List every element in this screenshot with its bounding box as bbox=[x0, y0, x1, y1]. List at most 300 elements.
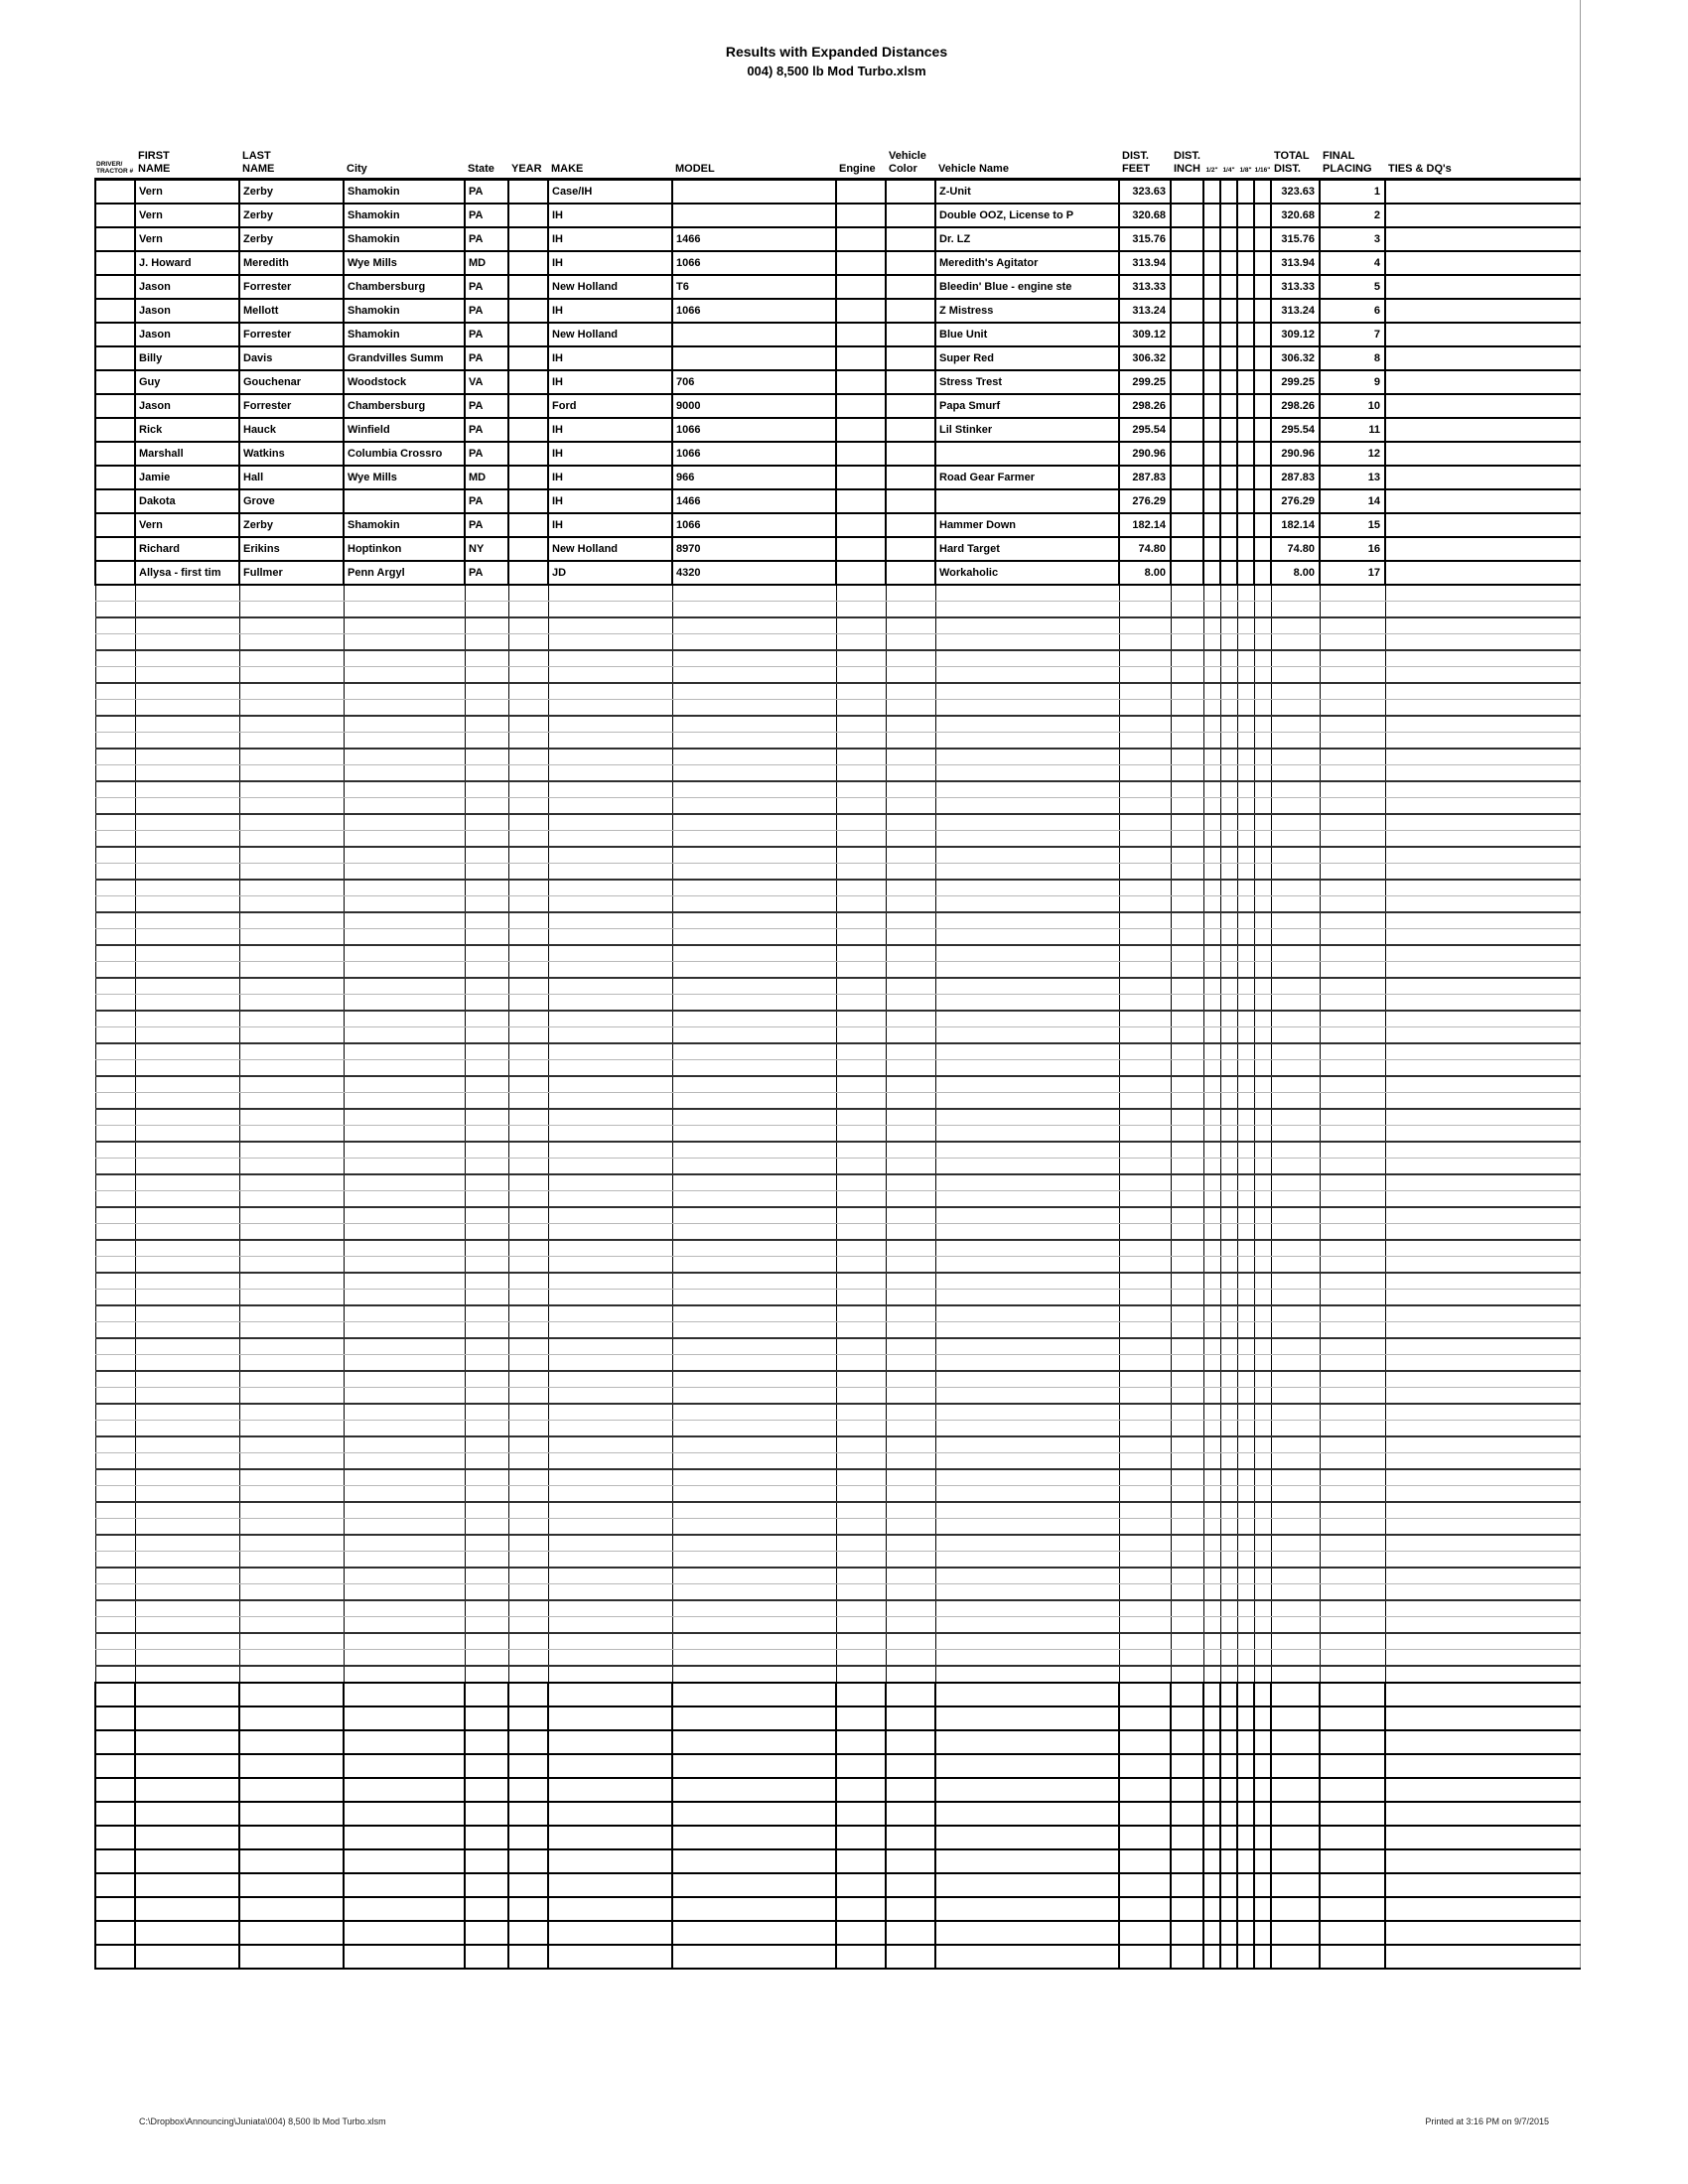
cell-placing bbox=[1320, 1076, 1385, 1093]
cell-color bbox=[886, 847, 935, 864]
cell-first bbox=[135, 683, 239, 700]
cell-placing bbox=[1320, 1421, 1385, 1437]
cell-tractor bbox=[95, 537, 135, 561]
cell-year bbox=[508, 1802, 548, 1826]
cell-make bbox=[548, 1897, 672, 1921]
cell-color bbox=[886, 323, 935, 346]
cell-f4 bbox=[1254, 683, 1271, 700]
cell-model bbox=[672, 831, 836, 848]
cell-f4 bbox=[1254, 1535, 1271, 1552]
cell-make: IH bbox=[548, 442, 672, 466]
cell-f4 bbox=[1254, 1371, 1271, 1388]
cell-ties bbox=[1385, 650, 1580, 667]
cell-vehicle bbox=[935, 716, 1119, 733]
cell-feet bbox=[1119, 1600, 1171, 1617]
cell-ties bbox=[1385, 1159, 1580, 1175]
cell-year bbox=[508, 370, 548, 394]
empty-row bbox=[95, 683, 1580, 700]
cell-vehicle bbox=[935, 1469, 1119, 1486]
cell-placing bbox=[1320, 978, 1385, 995]
cell-f4 bbox=[1254, 880, 1271, 896]
cell-first bbox=[135, 1802, 239, 1826]
cell-placing bbox=[1320, 831, 1385, 848]
cell-f1 bbox=[1203, 667, 1220, 684]
cell-model: 4320 bbox=[672, 561, 836, 585]
cell-color bbox=[886, 1224, 935, 1241]
cell-ties bbox=[1385, 513, 1580, 537]
cell-vehicle bbox=[935, 1519, 1119, 1536]
cell-f4 bbox=[1254, 442, 1271, 466]
col-header-bottom: DIST. bbox=[1274, 163, 1301, 176]
cell-color bbox=[886, 978, 935, 995]
cell-f4 bbox=[1254, 1502, 1271, 1519]
cell-f3 bbox=[1237, 1355, 1254, 1372]
cell-inch bbox=[1171, 864, 1203, 881]
cell-last bbox=[239, 945, 344, 962]
cell-vehicle: Blue Unit bbox=[935, 323, 1119, 346]
cell-placing: 3 bbox=[1320, 227, 1385, 251]
cell-first bbox=[135, 798, 239, 815]
cell-model bbox=[672, 1666, 836, 1683]
cell-ties bbox=[1385, 1421, 1580, 1437]
cell-tractor bbox=[95, 1093, 135, 1110]
cell-first bbox=[135, 1754, 239, 1778]
cell-inch bbox=[1171, 513, 1203, 537]
cell-feet: 295.54 bbox=[1119, 418, 1171, 442]
cell-total bbox=[1271, 1617, 1320, 1634]
empty-row bbox=[95, 814, 1580, 831]
cell-placing bbox=[1320, 1849, 1385, 1873]
cell-model bbox=[672, 1191, 836, 1208]
cell-ties bbox=[1385, 394, 1580, 418]
cell-year bbox=[508, 1921, 548, 1945]
cell-last: Hall bbox=[239, 466, 344, 489]
empty-row bbox=[95, 602, 1580, 618]
cell-year bbox=[508, 1322, 548, 1339]
cell-f3 bbox=[1237, 1305, 1254, 1322]
cell-f3 bbox=[1237, 683, 1254, 700]
cell-engine bbox=[836, 1305, 886, 1322]
cell-first bbox=[135, 1873, 239, 1897]
cell-inch bbox=[1171, 1683, 1203, 1706]
cell-model bbox=[672, 180, 836, 205]
cell-state: PA bbox=[465, 275, 508, 299]
cell-f3 bbox=[1237, 275, 1254, 299]
cell-ties bbox=[1385, 798, 1580, 815]
cell-first bbox=[135, 1027, 239, 1044]
cell-make bbox=[548, 1207, 672, 1224]
cell-first bbox=[135, 1404, 239, 1421]
empty-row bbox=[95, 1076, 1580, 1093]
cell-state bbox=[465, 1257, 508, 1274]
cell-ties bbox=[1385, 1617, 1580, 1634]
cell-city bbox=[344, 1159, 465, 1175]
cell-state bbox=[465, 1126, 508, 1143]
cell-engine bbox=[836, 978, 886, 995]
empty-row bbox=[95, 1011, 1580, 1027]
cell-vehicle bbox=[935, 1109, 1119, 1126]
cell-first bbox=[135, 1683, 239, 1706]
cell-ties bbox=[1385, 1290, 1580, 1306]
cell-engine bbox=[836, 227, 886, 251]
table-row bbox=[95, 537, 1580, 561]
cell-f3 bbox=[1237, 1257, 1254, 1274]
cell-city bbox=[344, 617, 465, 634]
cell-last bbox=[239, 814, 344, 831]
cell-total: 309.12 bbox=[1271, 323, 1320, 346]
cell-placing bbox=[1320, 683, 1385, 700]
cell-tractor bbox=[95, 798, 135, 815]
cell-color bbox=[886, 765, 935, 782]
cell-model bbox=[672, 896, 836, 913]
cell-total: 8.00 bbox=[1271, 561, 1320, 585]
cell-feet bbox=[1119, 1109, 1171, 1126]
cell-vehicle bbox=[935, 1060, 1119, 1077]
cell-model bbox=[672, 1802, 836, 1826]
cell-last bbox=[239, 1159, 344, 1175]
cell-feet: 313.94 bbox=[1119, 251, 1171, 275]
cell-inch bbox=[1171, 831, 1203, 848]
cell-feet bbox=[1119, 1469, 1171, 1486]
cell-make bbox=[548, 1921, 672, 1945]
cell-model bbox=[672, 1519, 836, 1536]
cell-state: NY bbox=[465, 537, 508, 561]
cell-state bbox=[465, 1600, 508, 1617]
cell-model bbox=[672, 1322, 836, 1339]
cell-f3 bbox=[1237, 962, 1254, 979]
cell-ties bbox=[1385, 1060, 1580, 1077]
cell-year bbox=[508, 1519, 548, 1536]
cell-f4 bbox=[1254, 1076, 1271, 1093]
cell-f2 bbox=[1220, 667, 1237, 684]
cell-f1 bbox=[1203, 634, 1220, 651]
cell-make: IH bbox=[548, 227, 672, 251]
cell-total bbox=[1271, 814, 1320, 831]
cell-placing bbox=[1320, 1273, 1385, 1290]
cell-city bbox=[344, 1617, 465, 1634]
cell-engine bbox=[836, 394, 886, 418]
cell-feet bbox=[1119, 1338, 1171, 1355]
cell-city bbox=[344, 1921, 465, 1945]
cell-total bbox=[1271, 1142, 1320, 1159]
cell-feet bbox=[1119, 1502, 1171, 1519]
cell-placing bbox=[1320, 1322, 1385, 1339]
empty-row bbox=[95, 1666, 1580, 1683]
cell-placing bbox=[1320, 700, 1385, 717]
cell-f2 bbox=[1220, 1486, 1237, 1503]
cell-engine bbox=[836, 1109, 886, 1126]
cell-color bbox=[886, 1126, 935, 1143]
cell-year bbox=[508, 561, 548, 585]
cell-last bbox=[239, 700, 344, 717]
cell-vehicle: Hard Target bbox=[935, 537, 1119, 561]
cell-state bbox=[465, 1404, 508, 1421]
cell-first bbox=[135, 1355, 239, 1372]
cell-feet bbox=[1119, 1322, 1171, 1339]
cell-vehicle bbox=[935, 1778, 1119, 1802]
cell-f4 bbox=[1254, 617, 1271, 634]
cell-f2 bbox=[1220, 1224, 1237, 1241]
cell-total bbox=[1271, 831, 1320, 848]
cell-f1 bbox=[1203, 1224, 1220, 1241]
cell-state bbox=[465, 765, 508, 782]
empty-row bbox=[95, 1305, 1580, 1322]
cell-vehicle: Road Gear Farmer bbox=[935, 466, 1119, 489]
empty-row bbox=[95, 749, 1580, 765]
cell-first bbox=[135, 650, 239, 667]
empty-row bbox=[95, 995, 1580, 1012]
cell-color bbox=[886, 442, 935, 466]
cell-city: Hoptinkon bbox=[344, 537, 465, 561]
cell-placing bbox=[1320, 912, 1385, 929]
cell-first bbox=[135, 831, 239, 848]
cell-make bbox=[548, 1778, 672, 1802]
cell-feet bbox=[1119, 1897, 1171, 1921]
cell-color bbox=[886, 1109, 935, 1126]
cell-tractor bbox=[95, 1584, 135, 1601]
cell-f1 bbox=[1203, 1921, 1220, 1945]
cell-placing bbox=[1320, 1257, 1385, 1274]
cell-inch bbox=[1171, 275, 1203, 299]
cell-model: 8970 bbox=[672, 537, 836, 561]
cell-f1 bbox=[1203, 1355, 1220, 1372]
cell-feet bbox=[1119, 1060, 1171, 1077]
cell-color bbox=[886, 513, 935, 537]
cell-f4 bbox=[1254, 323, 1271, 346]
cell-ties bbox=[1385, 1142, 1580, 1159]
cell-tractor bbox=[95, 602, 135, 618]
cell-vehicle bbox=[935, 1730, 1119, 1754]
cell-tractor bbox=[95, 814, 135, 831]
cell-tractor bbox=[95, 204, 135, 227]
cell-feet: 313.33 bbox=[1119, 275, 1171, 299]
cell-model: 1066 bbox=[672, 251, 836, 275]
empty-row bbox=[95, 1436, 1580, 1453]
cell-last: Davis bbox=[239, 346, 344, 370]
cell-f1 bbox=[1203, 847, 1220, 864]
cell-ties bbox=[1385, 765, 1580, 782]
cell-color bbox=[886, 1945, 935, 1969]
cell-city bbox=[344, 1371, 465, 1388]
cell-f3 bbox=[1237, 180, 1254, 205]
cell-ties bbox=[1385, 733, 1580, 750]
cell-f2 bbox=[1220, 1778, 1237, 1802]
cell-first bbox=[135, 896, 239, 913]
cell-tractor bbox=[95, 1469, 135, 1486]
cell-f1 bbox=[1203, 346, 1220, 370]
cell-total bbox=[1271, 1754, 1320, 1778]
cell-f1 bbox=[1203, 1802, 1220, 1826]
cell-tractor bbox=[95, 1142, 135, 1159]
cell-state bbox=[465, 1273, 508, 1290]
cell-engine bbox=[836, 896, 886, 913]
cell-f4 bbox=[1254, 1519, 1271, 1536]
cell-first bbox=[135, 1502, 239, 1519]
cell-city: Shamokin bbox=[344, 180, 465, 205]
cell-city bbox=[344, 716, 465, 733]
cell-feet bbox=[1119, 831, 1171, 848]
cell-f1 bbox=[1203, 1109, 1220, 1126]
table-row bbox=[95, 394, 1580, 418]
cell-last bbox=[239, 781, 344, 798]
cell-tractor bbox=[95, 1453, 135, 1470]
cell-make bbox=[548, 700, 672, 717]
cell-inch bbox=[1171, 1322, 1203, 1339]
cell-f4 bbox=[1254, 1650, 1271, 1667]
cell-f4 bbox=[1254, 781, 1271, 798]
cell-feet: 8.00 bbox=[1119, 561, 1171, 585]
cell-first bbox=[135, 880, 239, 896]
cell-f1 bbox=[1203, 995, 1220, 1012]
cell-total bbox=[1271, 733, 1320, 750]
cell-color bbox=[886, 1921, 935, 1945]
cell-first bbox=[135, 700, 239, 717]
cell-year bbox=[508, 1568, 548, 1584]
cell-placing bbox=[1320, 1519, 1385, 1536]
cell-placing bbox=[1320, 749, 1385, 765]
cell-year bbox=[508, 945, 548, 962]
cell-last bbox=[239, 1257, 344, 1274]
cell-tractor bbox=[95, 995, 135, 1012]
cell-color bbox=[886, 370, 935, 394]
cell-f1 bbox=[1203, 1633, 1220, 1650]
cell-f3 bbox=[1237, 1453, 1254, 1470]
cell-f3 bbox=[1237, 945, 1254, 962]
page-subtitle: 004) 8,500 lb Mod Turbo.xlsm bbox=[747, 64, 926, 78]
cell-model bbox=[672, 1305, 836, 1322]
cell-state: MD bbox=[465, 466, 508, 489]
cell-year bbox=[508, 489, 548, 513]
cell-inch bbox=[1171, 251, 1203, 275]
cell-state bbox=[465, 1142, 508, 1159]
cell-placing bbox=[1320, 1011, 1385, 1027]
table-row bbox=[95, 323, 1580, 346]
cell-state bbox=[465, 1453, 508, 1470]
cell-model bbox=[672, 1076, 836, 1093]
cell-f1 bbox=[1203, 814, 1220, 831]
cell-f3 bbox=[1237, 1388, 1254, 1405]
cell-state bbox=[465, 1552, 508, 1569]
cell-year bbox=[508, 1011, 548, 1027]
cell-first bbox=[135, 1305, 239, 1322]
cell-engine bbox=[836, 1191, 886, 1208]
cell-year bbox=[508, 1706, 548, 1730]
cell-last: Mellott bbox=[239, 299, 344, 323]
cell-f1 bbox=[1203, 1043, 1220, 1060]
cell-f3 bbox=[1237, 1142, 1254, 1159]
cell-color bbox=[886, 814, 935, 831]
cell-f1 bbox=[1203, 1650, 1220, 1667]
cell-make bbox=[548, 1754, 672, 1778]
cell-feet bbox=[1119, 1552, 1171, 1569]
cell-vehicle bbox=[935, 945, 1119, 962]
cell-tractor bbox=[95, 227, 135, 251]
cell-model bbox=[672, 667, 836, 684]
cell-engine bbox=[836, 204, 886, 227]
cell-first: Jamie bbox=[135, 466, 239, 489]
cell-make bbox=[548, 1191, 672, 1208]
empty-row bbox=[95, 781, 1580, 798]
cell-tractor bbox=[95, 847, 135, 864]
cell-year bbox=[508, 847, 548, 864]
empty-row bbox=[95, 1945, 1580, 1969]
cell-last: Zerby bbox=[239, 513, 344, 537]
cell-tractor bbox=[95, 561, 135, 585]
cell-make bbox=[548, 1142, 672, 1159]
cell-vehicle bbox=[935, 602, 1119, 618]
cell-engine bbox=[836, 1849, 886, 1873]
cell-color bbox=[886, 1388, 935, 1405]
cell-last: Meredith bbox=[239, 251, 344, 275]
cell-ties bbox=[1385, 1322, 1580, 1339]
cell-year bbox=[508, 1535, 548, 1552]
cell-first bbox=[135, 733, 239, 750]
cell-year bbox=[508, 1584, 548, 1601]
cell-ties bbox=[1385, 1730, 1580, 1754]
cell-ties bbox=[1385, 204, 1580, 227]
cell-placing bbox=[1320, 1617, 1385, 1634]
cell-f1 bbox=[1203, 650, 1220, 667]
cell-last bbox=[239, 765, 344, 782]
cell-f4 bbox=[1254, 1706, 1271, 1730]
cell-color bbox=[886, 798, 935, 815]
cell-f1 bbox=[1203, 733, 1220, 750]
cell-color bbox=[886, 912, 935, 929]
cell-make bbox=[548, 831, 672, 848]
cell-last bbox=[239, 1584, 344, 1601]
cell-placing bbox=[1320, 1453, 1385, 1470]
cell-f2 bbox=[1220, 1617, 1237, 1634]
cell-ties bbox=[1385, 781, 1580, 798]
cell-f2 bbox=[1220, 1142, 1237, 1159]
cell-f3 bbox=[1237, 1174, 1254, 1191]
cell-city bbox=[344, 1568, 465, 1584]
cell-vehicle bbox=[935, 831, 1119, 848]
cell-total: 315.76 bbox=[1271, 227, 1320, 251]
cell-inch bbox=[1171, 667, 1203, 684]
cell-make bbox=[548, 896, 672, 913]
cell-model bbox=[672, 1043, 836, 1060]
cell-ties bbox=[1385, 1778, 1580, 1802]
cell-f1 bbox=[1203, 1552, 1220, 1569]
cell-feet bbox=[1119, 1207, 1171, 1224]
cell-f2 bbox=[1220, 1552, 1237, 1569]
cell-f2 bbox=[1220, 896, 1237, 913]
cell-f2 bbox=[1220, 1191, 1237, 1208]
cell-f3 bbox=[1237, 1633, 1254, 1650]
cell-state bbox=[465, 798, 508, 815]
cell-f1 bbox=[1203, 1273, 1220, 1290]
cell-feet bbox=[1119, 1945, 1171, 1969]
cell-tractor bbox=[95, 1011, 135, 1027]
cell-inch bbox=[1171, 1109, 1203, 1126]
cell-total bbox=[1271, 1290, 1320, 1306]
cell-placing bbox=[1320, 1388, 1385, 1405]
cell-make bbox=[548, 1011, 672, 1027]
cell-inch bbox=[1171, 180, 1203, 205]
cell-last bbox=[239, 1421, 344, 1437]
cell-city bbox=[344, 1552, 465, 1569]
cell-last: Fullmer bbox=[239, 561, 344, 585]
cell-first bbox=[135, 765, 239, 782]
cell-city: Winfield bbox=[344, 418, 465, 442]
cell-f1 bbox=[1203, 1778, 1220, 1802]
cell-first bbox=[135, 1126, 239, 1143]
empty-row bbox=[95, 1027, 1580, 1044]
cell-state bbox=[465, 602, 508, 618]
cell-feet bbox=[1119, 1421, 1171, 1437]
cell-ties bbox=[1385, 929, 1580, 946]
